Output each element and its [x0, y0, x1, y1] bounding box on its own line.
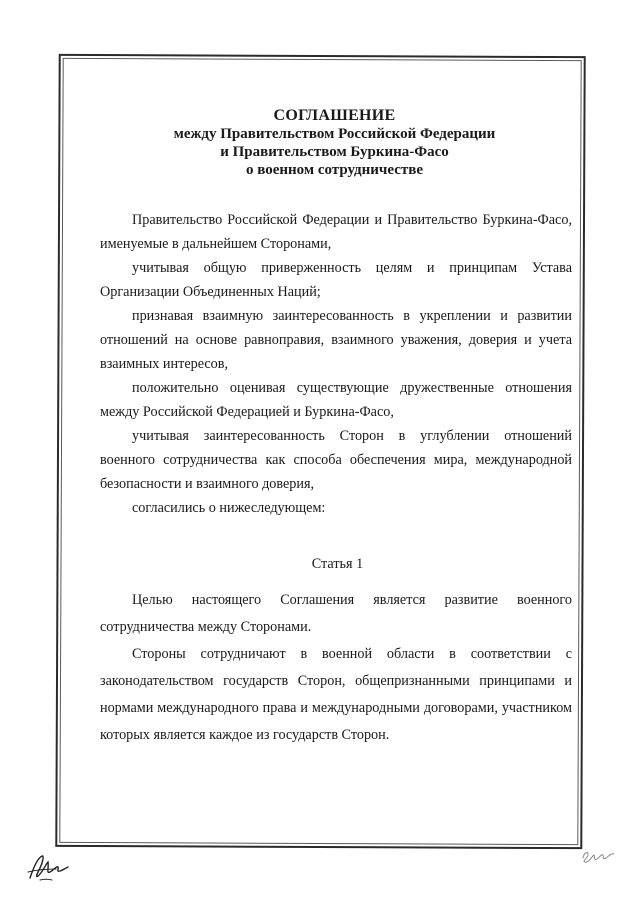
preamble-paragraph-5: учитывая заинтересованность Сторон в углублении отношений военного сотрудничества как способа обеспечения мира, международной безопасности и взаимного доверия, — [100, 428, 572, 492]
preamble-paragraph-2: учитывая общую приверженность целям и принципам Устава Организации Объединенных Наций; — [100, 260, 572, 300]
article-1-paragraph-1: Целью настоящего Соглашения является развитие военного сотрудничества между Сторонами. — [100, 592, 572, 635]
article-1-heading: Статья 1 — [311, 556, 364, 572]
handwritten-signature-left — [26, 852, 70, 884]
document-subtitle-line-3: о военном сотрудничестве — [245, 162, 424, 178]
preamble-paragraph-4: положительно оценивая существующие дружественные отношения между Российской Федерацией и Буркина-Фасо, — [100, 380, 572, 420]
document-subtitle-line-1: между Правительством Российской Федерации — [173, 126, 496, 142]
preamble-paragraph-6: согласились о нижеследующем: — [132, 500, 326, 516]
preamble-paragraph-1: Правительство Российской Федерации и Правительство Буркина-Фасо, именуемые в дальнейшем Сторонами, — [100, 212, 572, 252]
article-1-body — [100, 587, 572, 749]
document-title: СОГЛАШЕНИЕ — [273, 107, 396, 124]
preamble-paragraph-3: признавая взаимную заинтересованность в укреплении и развитии отношений на основе равноправия, взаимного уважения, доверия и учета взаимных интересов, — [100, 308, 572, 372]
article-1-paragraph-2: Стороны сотрудничают в военной области в соответствии с законодательством государств Сторон, общепризнанными принципами и нормами международного права и международными договорами, участником которых является каждое из государств Сторон. — [100, 646, 572, 743]
document-content — [100, 107, 575, 743]
document-subtitle-line-2: и Правительством Буркина-Фасо — [220, 144, 449, 160]
document-title-block — [94, 107, 575, 179]
handwritten-initials-right — [580, 846, 616, 866]
preamble-section — [100, 208, 572, 520]
